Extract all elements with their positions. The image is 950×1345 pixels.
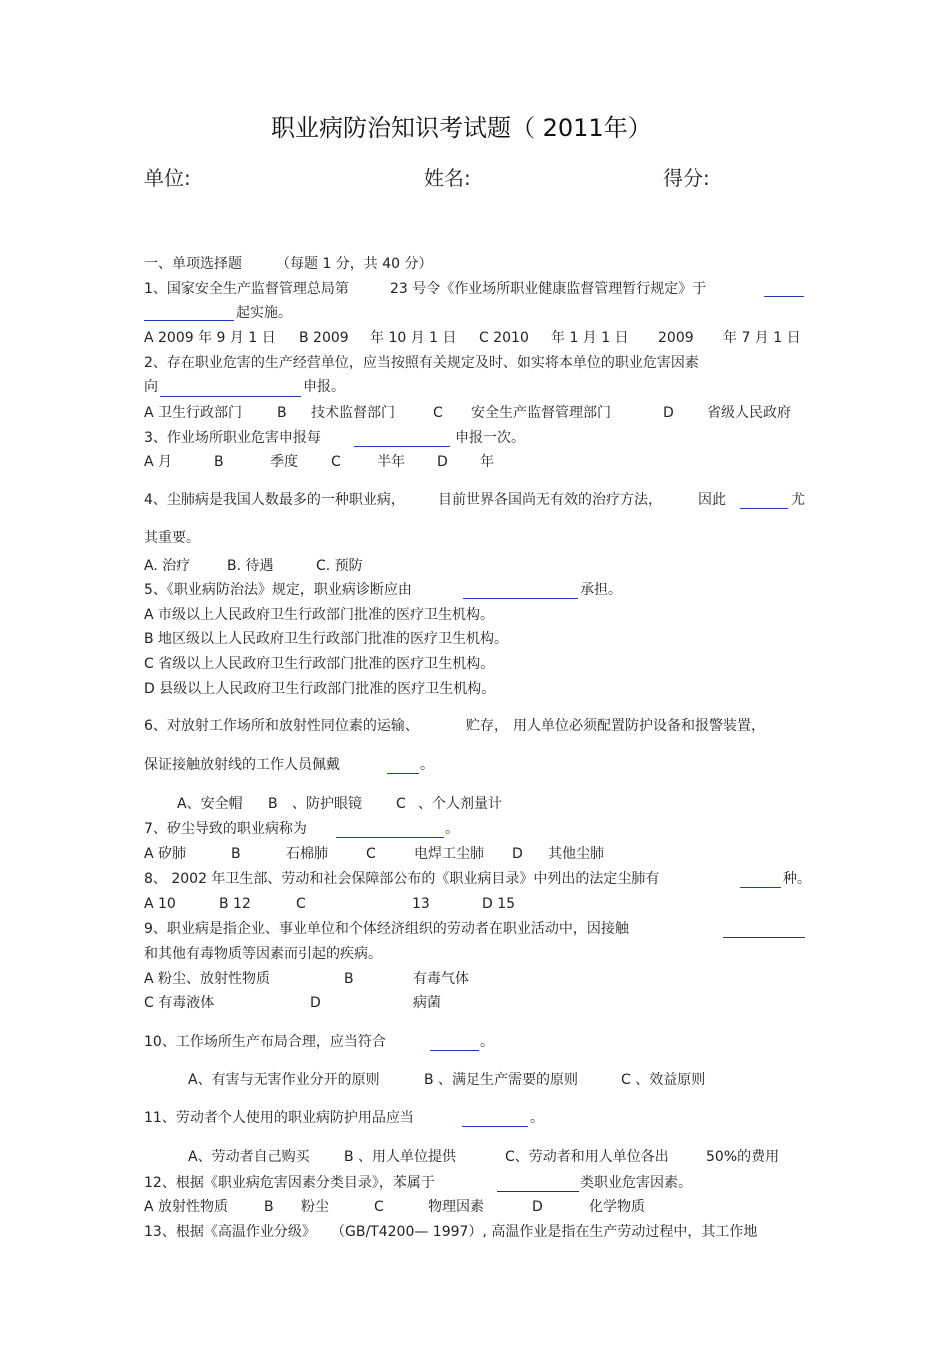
question-12-option: A 放射性物质	[144, 1199, 229, 1215]
question-1-option: 年 10 月 1 日	[370, 330, 457, 346]
question-13-text: （GB/T4200— 1997）, 高温作业是指在生产劳动过程中，其工作地	[331, 1224, 758, 1240]
question-6-text: 。	[420, 757, 434, 773]
question-11-option: B 、用人单位提供	[344, 1149, 457, 1165]
question-10-option: A、有害与无害作业分开的原则	[188, 1072, 380, 1088]
question-8-option: D 15	[482, 896, 516, 912]
question-1-option: C 2010	[479, 330, 529, 346]
question-6-option: A、安全帽	[177, 796, 243, 812]
question-11-text: 。	[530, 1110, 544, 1126]
question-4-text: 目前世界各国尚无有效的治疗方法，	[438, 492, 662, 508]
question-10-option: B 、满足生产需要的原则	[424, 1072, 579, 1088]
question-6-text: 保证接触放射线的工作人员佩戴	[144, 757, 340, 773]
question-3-option: 季度	[270, 454, 298, 470]
question-4-option: C. 预防	[316, 558, 363, 574]
question-10-text: 10、工作场所生产布局合理，应当符合	[144, 1034, 386, 1050]
question-9-option: 有毒气体	[413, 971, 469, 987]
answer-blank[interactable]	[740, 887, 781, 888]
question-2-option: C	[433, 405, 443, 421]
question-9-option: D	[310, 995, 321, 1011]
question-8-option: C	[296, 896, 306, 912]
question-7-option: A 矽肺	[144, 846, 187, 862]
question-7-text: 。	[445, 821, 459, 837]
answer-blank[interactable]	[354, 446, 450, 447]
unit-label: 单位:	[144, 166, 191, 190]
section-scoring-note: （每题 1 分，共 40 分）	[276, 256, 433, 272]
question-4-text: 因此	[698, 492, 726, 508]
answer-blank[interactable]	[387, 773, 419, 774]
question-3-option: D	[437, 454, 448, 470]
question-3-option: 年	[480, 454, 494, 470]
question-2-option: B	[277, 405, 287, 421]
question-8-option: 13	[412, 896, 430, 912]
question-4-option: B. 待遇	[227, 558, 274, 574]
question-8-text: 种。	[783, 871, 811, 887]
question-8-option: A 10	[144, 896, 176, 912]
question-9-option: C 有毒液体	[144, 995, 215, 1011]
question-2-text: 向	[144, 379, 158, 395]
answer-blank[interactable]	[723, 937, 805, 938]
question-11-option: 50%的费用	[706, 1149, 780, 1165]
answer-blank[interactable]	[430, 1050, 479, 1051]
answer-blank[interactable]	[336, 837, 444, 838]
question-2-option: D	[663, 405, 674, 421]
question-12-text: 12、根据《职业病危害因素分类目录》，苯属于	[144, 1175, 435, 1191]
question-12-option: 化学物质	[589, 1199, 645, 1215]
question-1-option: B 2009	[299, 330, 349, 346]
question-9-option: B	[344, 971, 354, 987]
question-4-text: 其重要。	[144, 530, 200, 546]
question-7-option: C	[366, 846, 376, 862]
question-3-option: A 月	[144, 454, 173, 470]
question-3-option: B	[214, 454, 224, 470]
question-5-text: 5、《职业病防治法》规定，职业病诊断应由	[144, 582, 412, 598]
question-2-text: 2、存在职业危害的生产经营单位，应当按照有关规定及时、如实将本单位的职业危害因素	[144, 355, 699, 371]
question-6-option: B	[268, 796, 278, 812]
answer-blank[interactable]	[462, 1126, 528, 1127]
question-11-option: C、劳动者和用人单位各出	[505, 1149, 669, 1165]
question-9-option: 病菌	[413, 995, 441, 1011]
answer-blank[interactable]	[160, 396, 301, 397]
question-6-text: 贮存，	[466, 718, 508, 734]
question-2-text: 申报。	[303, 379, 345, 395]
question-1-option: 年 1 月 1 日	[551, 330, 629, 346]
question-5-option: C 省级以上人民政府卫生行政部门批准的医疗卫生机构。	[144, 656, 495, 672]
question-1-text: 起实施。	[236, 305, 292, 321]
answer-blank[interactable]	[463, 598, 578, 599]
question-9-text: 9、职业病是指企业、事业单位和个体经济组织的劳动者在职业活动中，因接触	[144, 921, 629, 937]
question-12-option: C	[374, 1199, 384, 1215]
question-5-option: D 县级以上人民政府卫生行政部门批准的医疗卫生机构。	[144, 681, 496, 697]
question-3-option: C	[331, 454, 341, 470]
question-2-option: 安全生产监督管理部门	[471, 405, 611, 421]
question-7-text: 7、矽尘导致的职业病称为	[144, 821, 307, 837]
question-2-option: 技术监督部门	[311, 405, 395, 421]
question-7-option: D	[512, 846, 523, 862]
answer-blank[interactable]	[764, 296, 804, 297]
section-title: 一、单项选择题	[144, 256, 242, 272]
question-5-text: 承担。	[580, 582, 622, 598]
question-11-option: A、劳动者自己购买	[188, 1149, 310, 1165]
question-12-option: 粉尘	[301, 1199, 329, 1215]
question-3-text: 3、作业场所职业危害申报每	[144, 430, 321, 446]
question-4-text: 4、尘肺病是我国人数最多的一种职业病，	[144, 492, 405, 508]
question-6-text: 6、对放射工作场所和放射性同位素的运输、	[144, 718, 419, 734]
question-12-text: 类职业危害因素。	[580, 1175, 692, 1191]
question-6-option: 、防护眼镜	[292, 796, 362, 812]
answer-blank[interactable]	[144, 320, 234, 321]
question-3-option: 半年	[377, 454, 405, 470]
question-12-option: B	[264, 1199, 274, 1215]
question-9-option: A 粉尘、放射性物质	[144, 971, 271, 987]
question-10-option: C 、效益原则	[621, 1072, 706, 1088]
question-1-option: 年 7 月 1 日	[723, 330, 801, 346]
question-2-option: 省级人民政府	[707, 405, 791, 421]
question-2-option: A 卫生行政部门	[144, 405, 243, 421]
question-7-option: 石棉肺	[286, 846, 328, 862]
question-12-option: 物理因素	[428, 1199, 484, 1215]
question-1-text: 23 号令《作业场所职业健康监督管理暂行规定》于	[390, 281, 707, 297]
question-5-option: A 市级以上人民政府卫生行政部门批准的医疗卫生机构。	[144, 607, 495, 623]
question-11-text: 11、劳动者个人使用的职业病防护用品应当	[144, 1110, 414, 1126]
answer-blank[interactable]	[740, 508, 788, 509]
question-7-option: 其他尘肺	[548, 846, 604, 862]
question-3-text: 申报一次。	[455, 430, 525, 446]
answer-blank[interactable]	[497, 1191, 579, 1192]
question-10-text: 。	[480, 1034, 494, 1050]
question-1-option: A 2009 年 9 月 1 日	[144, 330, 276, 346]
question-4-text: 尤	[791, 492, 805, 508]
page-title: 职业病防治知识考试题（ 2011年）	[271, 114, 652, 142]
name-label: 姓名:	[424, 166, 471, 190]
score-label: 得分:	[663, 166, 710, 190]
question-9-text: 和其他有毒物质等因素而引起的疾病。	[144, 946, 382, 962]
question-4-option: A. 治疗	[144, 558, 191, 574]
question-5-option: B 地区级以上人民政府卫生行政部门批准的医疗卫生机构。	[144, 631, 509, 647]
question-1-option: 2009	[658, 330, 694, 346]
question-13-text: 13、根据《高温作业分级》	[144, 1224, 316, 1240]
question-8-text: 8、 2002 年卫生部、劳动和社会保障部公布的《职业病目录》中列出的法定尘肺有	[144, 871, 660, 887]
question-8-option: B 12	[219, 896, 251, 912]
question-6-option: 、个人剂量计	[418, 796, 502, 812]
question-6-option: C	[396, 796, 406, 812]
question-7-option: 电焊工尘肺	[414, 846, 484, 862]
question-6-text: 用人单位必须配置防护设备和报警装置，	[513, 718, 765, 734]
question-12-option: D	[532, 1199, 543, 1215]
question-7-option: B	[231, 846, 241, 862]
question-1-text: 1、国家安全生产监督管理总局第	[144, 281, 349, 297]
